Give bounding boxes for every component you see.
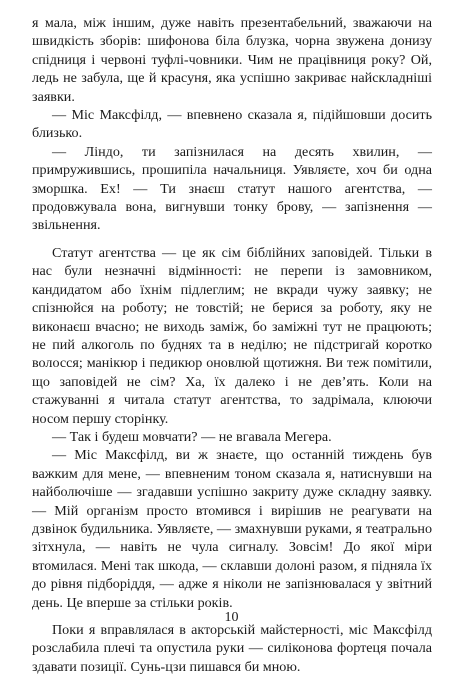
paragraph-dialogue-megera: — Так і будеш мовчати? — не вгавала Мегера. <box>52 428 332 445</box>
paragraph-dialogue-boss: — Ліндо, ти запізнилася на десять хвилин, — примружившись, прошипіла начальниця. Уявляєте, хоч би одна зморшка. Ех! — Ти знаєш статут нашого агентства, — продовжувала вона, вигнувши тонку брову, — запізнення — звільнення. <box>32 143 432 234</box>
paragraph-agency-charter: Статут агентства — це як сім біблійних заповідей. Тільки в нас були незначні відмінності: не перепи із замовником, кандидатом або їхнім підлеглим; не вкради чужу заявку; не спізнюйся на роботу; не товстій; не берися за роботу, яку не виконаєш вчасно; не виходь заміж, бо заміжні тут не працюють; не пий алкоголь по буднях та в неділю; не підстригай коротко волосся; манікюр і педикюр оновлюй щотижня. Ви теж помітили, що заповідей не сім? Ха, їх далеко і не дев’ять. Коли на стажуванні я читала статут агентства, то задрімала, клюючи носом першу сторінку. <box>32 244 432 427</box>
page-number: 10 <box>224 610 239 625</box>
book-page <box>32 14 432 676</box>
paragraph-dialogue-greeting: — Міс Максфілд, — впевнено сказала я, підійшовши досить близько. <box>32 107 432 142</box>
paragraph-dialogue-excuse: — Міс Максфілд, ви ж знаєте, що останній тиждень був важким для мене, — впевненим тоном сказала я, натиснувши на найболючіше — згадавши успішно закриту дуже складну заявку. — Мій організм просто втомився і вирішив не реагувати на дзвінок будильника. Уявляєте, — змахнувши руками, я театрально зітхнула, — навіть не чула сигналу. Зовсім! До якої міри втомилася. Мені так шкода, — склавши долоні разом, я підняла їх до рівня підборіддя, — адже я ніколи не запізнювалася у звітний день. Це вперше за стільки років. <box>32 447 432 611</box>
paragraph-continuation: я мала, між іншим, дуже навіть презентабельний, зважаючи на швидкість зборів: шифонова біла блузка, чорна звужена донизу спідниця і червоні туфлі-човники. Чим не працівниця року? Ой, ледь не забула, ще й красуня, яка успішно закриває найскладніші заявки. <box>32 15 432 105</box>
paragraph-closing: Поки я вправлялася в акторській майстерності, міс Максфілд розслабила плечі та опустила руки — силіконова фортеця почала здавати позиції. Сунь-цзи пишався би мною. <box>32 622 432 675</box>
